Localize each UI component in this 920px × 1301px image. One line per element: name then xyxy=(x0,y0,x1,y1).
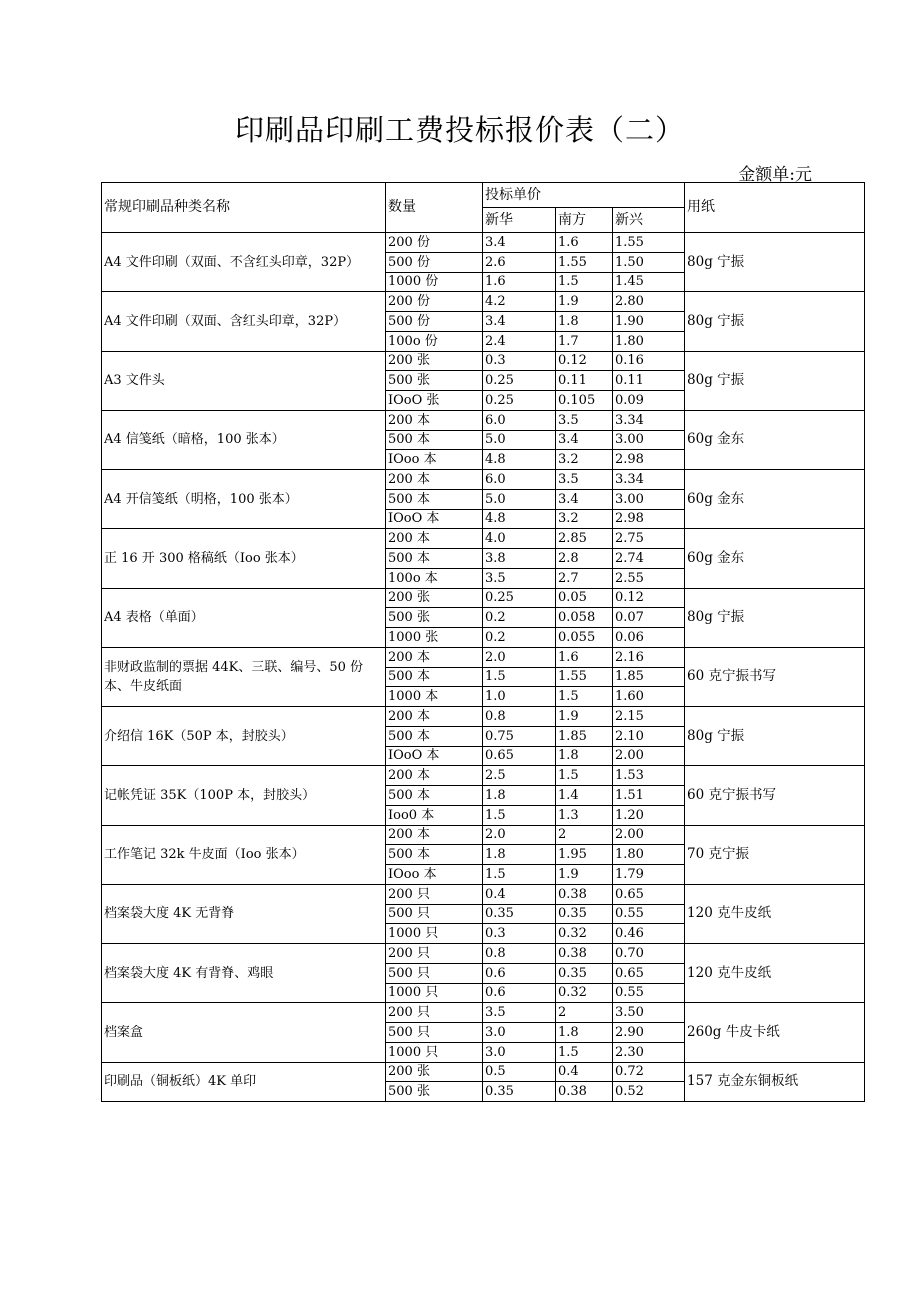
xinxing-price-cell: 2.74 xyxy=(613,549,685,569)
quantity-cell: IOoO 本 xyxy=(386,509,483,529)
paper-cell: 120 克牛皮纸 xyxy=(685,944,865,1003)
xinxing-price-cell: 2.10 xyxy=(613,726,685,746)
xinhua-price-cell: 0.35 xyxy=(483,904,556,924)
xinxing-price-cell: 0.46 xyxy=(613,924,685,944)
xinhua-price-cell: 0.2 xyxy=(483,608,556,628)
quantity-cell: 1000 只 xyxy=(386,983,483,1003)
xinxing-price-cell: 0.55 xyxy=(613,904,685,924)
xinhua-price-cell: 0.25 xyxy=(483,588,556,608)
quantity-cell: 200 张 xyxy=(386,351,483,371)
quantity-cell: Ioo0 本 xyxy=(386,805,483,825)
nanfang-price-cell: 0.32 xyxy=(556,983,613,1003)
header-name: 常规印刷品种类名称 xyxy=(102,183,386,233)
nanfang-price-cell: 0.105 xyxy=(556,391,613,411)
xinxing-price-cell: 1.55 xyxy=(613,233,685,253)
quantity-cell: 100o 份 xyxy=(386,331,483,351)
product-name-cell: 档案袋大度 4K 有背脊、鸡眼 xyxy=(102,944,386,1003)
xinxing-price-cell: 0.06 xyxy=(613,628,685,648)
xinhua-price-cell: 1.8 xyxy=(483,845,556,865)
quantity-cell: 200 只 xyxy=(386,944,483,964)
nanfang-price-cell: 1.7 xyxy=(556,331,613,351)
header-nanfang: 南方 xyxy=(556,208,613,233)
xinhua-price-cell: 3.0 xyxy=(483,1023,556,1043)
xinhua-price-cell: 3.8 xyxy=(483,549,556,569)
nanfang-price-cell: 3.5 xyxy=(556,410,613,430)
xinxing-price-cell: 0.16 xyxy=(613,351,685,371)
nanfang-price-cell: 1.4 xyxy=(556,786,613,806)
xinxing-price-cell: 1.45 xyxy=(613,272,685,292)
paper-cell: 70 克宁振 xyxy=(685,825,865,884)
quantity-cell: 200 张 xyxy=(386,1062,483,1082)
paper-cell: 60g 金东 xyxy=(685,410,865,469)
xinxing-price-cell: 2.98 xyxy=(613,450,685,470)
price-table xyxy=(101,182,865,1102)
product-name-cell: A4 文件印刷（双面、不含红头印章，32P） xyxy=(102,233,386,292)
table-row xyxy=(102,470,865,490)
xinhua-price-cell: 0.3 xyxy=(483,924,556,944)
quantity-cell: 200 份 xyxy=(386,233,483,253)
table-row xyxy=(102,884,865,904)
paper-cell: 60 克宁振书写 xyxy=(685,766,865,825)
nanfang-price-cell: 0.38 xyxy=(556,884,613,904)
quantity-cell: 200 本 xyxy=(386,529,483,549)
xinxing-price-cell: 2.00 xyxy=(613,825,685,845)
nanfang-price-cell: 1.9 xyxy=(556,707,613,727)
xinxing-price-cell: 0.11 xyxy=(613,371,685,391)
xinxing-price-cell: 1.79 xyxy=(613,865,685,885)
paper-cell: 80g 宁振 xyxy=(685,351,865,410)
xinxing-price-cell: 2.00 xyxy=(613,746,685,766)
xinhua-price-cell: 4.8 xyxy=(483,509,556,529)
quantity-cell: 500 本 xyxy=(386,726,483,746)
quantity-cell: 1000 本 xyxy=(386,687,483,707)
quantity-cell: 500 份 xyxy=(386,312,483,332)
paper-cell: 80g 宁振 xyxy=(685,588,865,647)
xinhua-price-cell: 0.25 xyxy=(483,391,556,411)
nanfang-price-cell: 0.38 xyxy=(556,1082,613,1102)
nanfang-price-cell: 2.85 xyxy=(556,529,613,549)
xinxing-price-cell: 2.15 xyxy=(613,707,685,727)
quantity-cell: 200 份 xyxy=(386,292,483,312)
nanfang-price-cell: 0.11 xyxy=(556,371,613,391)
price-table-body xyxy=(102,183,865,1102)
xinxing-price-cell: 0.72 xyxy=(613,1062,685,1082)
quantity-cell: 500 只 xyxy=(386,1023,483,1043)
xinxing-price-cell: 1.50 xyxy=(613,252,685,272)
nanfang-price-cell: 3.2 xyxy=(556,450,613,470)
xinhua-price-cell: 1.6 xyxy=(483,272,556,292)
product-name-cell: 非财政监制的票据 44K、三联、编号、50 份本、牛皮纸面 xyxy=(102,647,386,706)
product-name-cell: 介绍信 16K（50P 本，封胶头） xyxy=(102,707,386,766)
quantity-cell: 200 只 xyxy=(386,884,483,904)
quantity-cell: 200 本 xyxy=(386,825,483,845)
nanfang-price-cell: 1.95 xyxy=(556,845,613,865)
quantity-cell: IOoo 本 xyxy=(386,450,483,470)
quantity-cell: 200 张 xyxy=(386,588,483,608)
table-row xyxy=(102,766,865,786)
xinxing-price-cell: 1.53 xyxy=(613,766,685,786)
xinxing-price-cell: 0.09 xyxy=(613,391,685,411)
nanfang-price-cell: 0.38 xyxy=(556,944,613,964)
xinxing-price-cell: 2.90 xyxy=(613,1023,685,1043)
nanfang-price-cell: 1.9 xyxy=(556,865,613,885)
product-name-cell: A3 文件头 xyxy=(102,351,386,410)
xinxing-price-cell: 2.98 xyxy=(613,509,685,529)
xinxing-price-cell: 2.80 xyxy=(613,292,685,312)
product-name-cell: A4 信笺纸（暗格，100 张本） xyxy=(102,410,386,469)
quantity-cell: 500 只 xyxy=(386,904,483,924)
nanfang-price-cell: 1.8 xyxy=(556,312,613,332)
xinhua-price-cell: 0.65 xyxy=(483,746,556,766)
quantity-cell: 1000 只 xyxy=(386,1042,483,1062)
quantity-cell: 200 本 xyxy=(386,410,483,430)
xinhua-price-cell: 1.5 xyxy=(483,865,556,885)
nanfang-price-cell: 1.5 xyxy=(556,687,613,707)
table-row xyxy=(102,529,865,549)
xinhua-price-cell: 5.0 xyxy=(483,489,556,509)
quantity-cell: 500 本 xyxy=(386,489,483,509)
xinxing-price-cell: 1.90 xyxy=(613,312,685,332)
nanfang-price-cell: 1.6 xyxy=(556,647,613,667)
xinxing-price-cell: 2.30 xyxy=(613,1042,685,1062)
nanfang-price-cell: 1.6 xyxy=(556,233,613,253)
xinhua-price-cell: 1.8 xyxy=(483,786,556,806)
xinhua-price-cell: 0.4 xyxy=(483,884,556,904)
xinhua-price-cell: 1.5 xyxy=(483,667,556,687)
paper-cell: 80g 宁振 xyxy=(685,707,865,766)
nanfang-price-cell: 3.4 xyxy=(556,430,613,450)
nanfang-price-cell: 2 xyxy=(556,825,613,845)
xinhua-price-cell: 3.5 xyxy=(483,568,556,588)
xinhua-price-cell: 3.4 xyxy=(483,233,556,253)
quantity-cell: 500 本 xyxy=(386,667,483,687)
xinhua-price-cell: 3.0 xyxy=(483,1042,556,1062)
nanfang-price-cell: 3.4 xyxy=(556,489,613,509)
xinxing-price-cell: 0.52 xyxy=(613,1082,685,1102)
xinxing-price-cell: 2.55 xyxy=(613,568,685,588)
header-xinxing: 新兴 xyxy=(613,208,685,233)
nanfang-price-cell: 1.5 xyxy=(556,766,613,786)
table-row xyxy=(102,825,865,845)
header-row xyxy=(102,183,865,208)
product-name-cell: 印刷品（铜板纸）4K 单印 xyxy=(102,1062,386,1102)
table-row xyxy=(102,647,865,667)
paper-cell: 157 克金东铜板纸 xyxy=(685,1062,865,1102)
xinhua-price-cell: 2.4 xyxy=(483,331,556,351)
xinxing-price-cell: 1.60 xyxy=(613,687,685,707)
xinhua-price-cell: 2.0 xyxy=(483,825,556,845)
currency-unit-label: 金额单:元 xyxy=(738,165,812,185)
nanfang-price-cell: 0.05 xyxy=(556,588,613,608)
nanfang-price-cell: 1.3 xyxy=(556,805,613,825)
xinxing-price-cell: 2.75 xyxy=(613,529,685,549)
nanfang-price-cell: 0.058 xyxy=(556,608,613,628)
header-quantity: 数量 xyxy=(386,183,483,233)
product-name-cell: 档案袋大度 4K 无背脊 xyxy=(102,884,386,943)
xinhua-price-cell: 0.8 xyxy=(483,707,556,727)
nanfang-price-cell: 1.55 xyxy=(556,252,613,272)
quantity-cell: 500 份 xyxy=(386,252,483,272)
xinhua-price-cell: 2.5 xyxy=(483,766,556,786)
xinxing-price-cell: 0.12 xyxy=(613,588,685,608)
xinhua-price-cell: 3.5 xyxy=(483,1003,556,1023)
xinxing-price-cell: 1.80 xyxy=(613,845,685,865)
nanfang-price-cell: 2.8 xyxy=(556,549,613,569)
paper-cell: 80g 宁振 xyxy=(685,233,865,292)
paper-cell: 120 克牛皮纸 xyxy=(685,884,865,943)
product-name-cell: A4 开信笺纸（明格，100 张本） xyxy=(102,470,386,529)
nanfang-price-cell: 0.12 xyxy=(556,351,613,371)
nanfang-price-cell: 0.35 xyxy=(556,904,613,924)
nanfang-price-cell: 1.5 xyxy=(556,1042,613,1062)
paper-cell: 260g 牛皮卡纸 xyxy=(685,1003,865,1062)
xinhua-price-cell: 6.0 xyxy=(483,410,556,430)
header-bid-price: 投标单价 xyxy=(483,183,685,208)
product-name-cell: 工作笔记 32k 牛皮面（Ioo 张本） xyxy=(102,825,386,884)
xinhua-price-cell: 0.3 xyxy=(483,351,556,371)
paper-cell: 60g 金东 xyxy=(685,470,865,529)
xinxing-price-cell: 1.85 xyxy=(613,667,685,687)
quantity-cell: 500 本 xyxy=(386,430,483,450)
nanfang-price-cell: 3.5 xyxy=(556,470,613,490)
xinhua-price-cell: 4.8 xyxy=(483,450,556,470)
xinhua-price-cell: 1.0 xyxy=(483,687,556,707)
table-row xyxy=(102,1003,865,1023)
nanfang-price-cell: 0.32 xyxy=(556,924,613,944)
xinhua-price-cell: 4.2 xyxy=(483,292,556,312)
xinxing-price-cell: 0.70 xyxy=(613,944,685,964)
xinhua-price-cell: 0.25 xyxy=(483,371,556,391)
quantity-cell: 500 只 xyxy=(386,963,483,983)
nanfang-price-cell: 1.8 xyxy=(556,746,613,766)
table-row xyxy=(102,1062,865,1082)
table-row xyxy=(102,292,865,312)
xinxing-price-cell: 0.65 xyxy=(613,884,685,904)
xinxing-price-cell: 0.65 xyxy=(613,963,685,983)
nanfang-price-cell: 1.85 xyxy=(556,726,613,746)
page-title: 印刷品印刷工费投标报价表（二） xyxy=(234,113,685,147)
xinhua-price-cell: 1.5 xyxy=(483,805,556,825)
product-name-cell: A4 表格（单面） xyxy=(102,588,386,647)
nanfang-price-cell: 2 xyxy=(556,1003,613,1023)
quantity-cell: 200 本 xyxy=(386,470,483,490)
xinxing-price-cell: 3.34 xyxy=(613,410,685,430)
xinxing-price-cell: 1.80 xyxy=(613,331,685,351)
xinxing-price-cell: 0.55 xyxy=(613,983,685,1003)
xinhua-price-cell: 0.35 xyxy=(483,1082,556,1102)
table-row xyxy=(102,233,865,253)
xinhua-price-cell: 2.0 xyxy=(483,647,556,667)
xinxing-price-cell: 3.34 xyxy=(613,470,685,490)
nanfang-price-cell: 0.4 xyxy=(556,1062,613,1082)
xinhua-price-cell: 5.0 xyxy=(483,430,556,450)
xinxing-price-cell: 3.00 xyxy=(613,430,685,450)
quantity-cell: 1000 只 xyxy=(386,924,483,944)
xinxing-price-cell: 3.50 xyxy=(613,1003,685,1023)
xinhua-price-cell: 0.8 xyxy=(483,944,556,964)
quantity-cell: 200 本 xyxy=(386,707,483,727)
nanfang-price-cell: 3.2 xyxy=(556,509,613,529)
table-row xyxy=(102,707,865,727)
nanfang-price-cell: 0.055 xyxy=(556,628,613,648)
quantity-cell: 500 张 xyxy=(386,1082,483,1102)
nanfang-price-cell: 1.9 xyxy=(556,292,613,312)
paper-cell: 60g 金东 xyxy=(685,529,865,588)
quantity-cell: 500 张 xyxy=(386,371,483,391)
table-row xyxy=(102,410,865,430)
quantity-cell: 500 本 xyxy=(386,786,483,806)
xinxing-price-cell: 1.20 xyxy=(613,805,685,825)
product-name-cell: A4 文件印刷（双面、含红头印章，32P） xyxy=(102,292,386,351)
xinxing-price-cell: 0.07 xyxy=(613,608,685,628)
nanfang-price-cell: 0.35 xyxy=(556,963,613,983)
quantity-cell: IOoO 本 xyxy=(386,746,483,766)
xinhua-price-cell: 0.75 xyxy=(483,726,556,746)
quantity-cell: 500 本 xyxy=(386,549,483,569)
quantity-cell: IOoo 本 xyxy=(386,865,483,885)
quantity-cell: 1000 张 xyxy=(386,628,483,648)
quantity-cell: 200 本 xyxy=(386,647,483,667)
quantity-cell: 500 张 xyxy=(386,608,483,628)
quantity-cell: 100o 本 xyxy=(386,568,483,588)
paper-cell: 80g 宁振 xyxy=(685,292,865,351)
xinhua-price-cell: 0.6 xyxy=(483,963,556,983)
header-xinhua: 新华 xyxy=(483,208,556,233)
product-name-cell: 记帐凭证 35K（100P 本，封胶头） xyxy=(102,766,386,825)
product-name-cell: 档案盒 xyxy=(102,1003,386,1062)
xinxing-price-cell: 1.51 xyxy=(613,786,685,806)
table-row xyxy=(102,588,865,608)
xinhua-price-cell: 0.5 xyxy=(483,1062,556,1082)
xinhua-price-cell: 0.6 xyxy=(483,983,556,1003)
nanfang-price-cell: 2.7 xyxy=(556,568,613,588)
nanfang-price-cell: 1.5 xyxy=(556,272,613,292)
nanfang-price-cell: 1.55 xyxy=(556,667,613,687)
quantity-cell: 1000 份 xyxy=(386,272,483,292)
xinhua-price-cell: 6.0 xyxy=(483,470,556,490)
quantity-cell: 500 本 xyxy=(386,845,483,865)
nanfang-price-cell: 1.8 xyxy=(556,1023,613,1043)
quantity-cell: 200 本 xyxy=(386,766,483,786)
xinhua-price-cell: 4.0 xyxy=(483,529,556,549)
xinhua-price-cell: 2.6 xyxy=(483,252,556,272)
xinhua-price-cell: 0.2 xyxy=(483,628,556,648)
quantity-cell: 200 只 xyxy=(386,1003,483,1023)
xinhua-price-cell: 3.4 xyxy=(483,312,556,332)
quantity-cell: IOoO 张 xyxy=(386,391,483,411)
table-row xyxy=(102,944,865,964)
xinxing-price-cell: 2.16 xyxy=(613,647,685,667)
paper-cell: 60 克宁振书写 xyxy=(685,647,865,706)
xinxing-price-cell: 3.00 xyxy=(613,489,685,509)
header-paper: 用纸 xyxy=(685,183,865,233)
table-row xyxy=(102,351,865,371)
product-name-cell: 正 16 开 300 格稿纸（Ioo 张本） xyxy=(102,529,386,588)
